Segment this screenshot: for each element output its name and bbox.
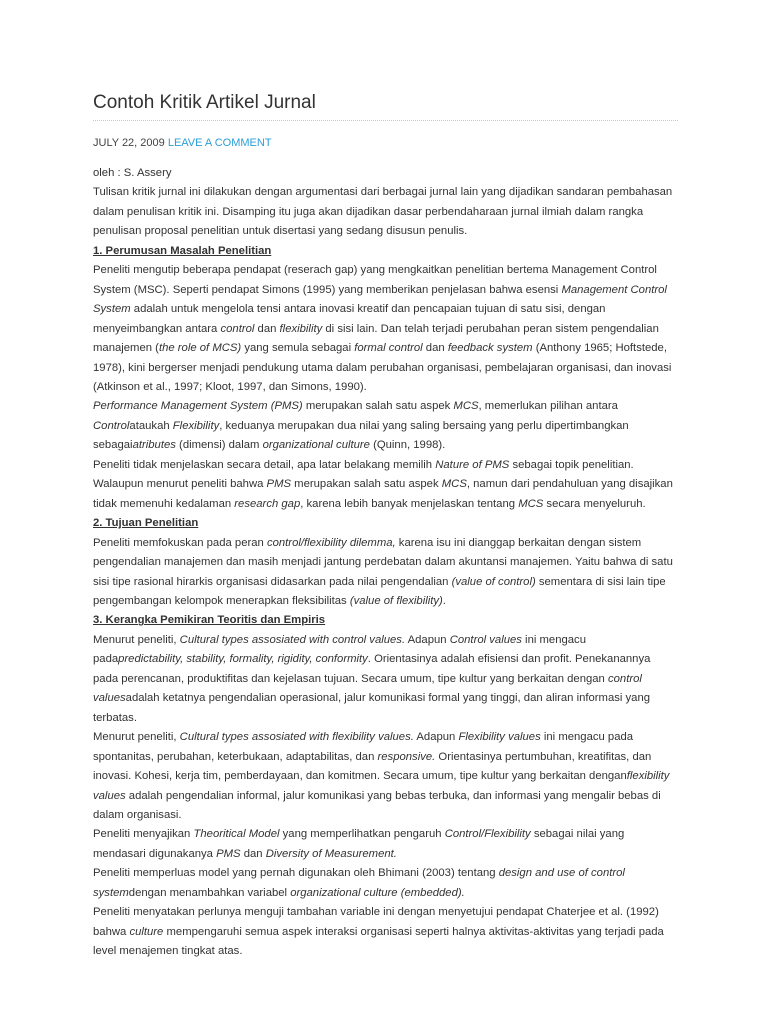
section-3-paragraph-3: Peneliti menyajikan Theoritical Model yang memperlihatkan pengaruh Control/Flexibility sebagai nilai yang mendasari digunakanya PMS dan Diversity of Measurement. bbox=[93, 828, 625, 860]
post-body bbox=[93, 164, 678, 962]
author-line: oleh : S. Assery bbox=[93, 167, 172, 179]
leave-comment-link[interactable]: LEAVE A COMMENT bbox=[167, 137, 272, 149]
post-meta bbox=[93, 137, 272, 149]
section-1-paragraph-2: Performance Management System (PMS) merupakan salah satu aspek MCS, memerlukan pilihan antara Controlataukah Flexibility, keduanya merupakan dua nilai yang saling bersaing yang perlu dipertimbangkan sebagaiatributes (dimensi) dalam organizational culture (Quinn, 1998). bbox=[93, 400, 629, 452]
section-heading-1: 1. Perumusan Masalah Penelitian bbox=[93, 244, 272, 257]
section-3-paragraph-2: Menurut peneliti, Cultural types assosiated with flexibility values. Adapun Flexibility values ini mengacu pada spontanitas, perubahan, keterbukaan, adaptabilitas, dan responsive. Orientasinya pertumbuhan, kreatifitas, dan inovasi. Kohesi, kerja tim, pemberdayaan, dan komitmen. Secara umum, tipe kultur yang berkaitan denganflexibility values adalah pengendalian informal, jalur komunikasi yang bebas terbuka, dan informasi yang mengalir bebas di dalam organisasi. bbox=[93, 731, 670, 821]
section-heading-2: 2. Tujuan Penelitian bbox=[93, 517, 199, 530]
intro-paragraph: Tulisan kritik jurnal ini dilakukan dengan argumentasi dari berbagai jurnal lain yang dijadikan sandaran pembahasan dalam penulisan kritik ini. Disamping itu juga akan dijadikan dasar perbendaharaan jurnal ilmiah dalam rangka penulisan proposal penelitian untuk disertasi yang sedang disusun penulis. bbox=[93, 186, 673, 238]
section-3-paragraph-4: Peneliti memperluas model yang pernah digunakan oleh Bhimani (2003) tentang design and use of control systemdengan menambahkan variabel organizational culture (embedded). bbox=[93, 867, 625, 899]
section-2-paragraph-1: Peneliti memfokuskan pada peran control/flexibility dilemma, karena isu ini dianggap berkaitan dengan sistem pengendalian manajemen dan masih menjadi jantung perdebatan dalam akuntansi manajemen. Yaitu bahwa di satu sisi tipe rasional hirarkis organisasi didasarkan pada nilai pengendalian (value of control) sementara di sisi lain tipe pengembangan kelompok menerapkan fleksibilitas (value of flexibility). bbox=[93, 536, 673, 607]
section-1-paragraph-1: Peneliti mengutip beberapa pendapat (reserach gap) yang mengkaitkan penelitian bertema Management Control System (MSC). Seperti pendapat Simons (1995) yang memberikan penjelasan bahwa esensi Management Control System adalah untuk mengelola tensi antara inovasi kreatif dan pencapaian tujuan di satu sisi, dengan menyeimbangkan antara control dan flexibility di sisi lain. Dan telah terjadi perubahan peran sistem pengendalian manajemen (the role of MCS) yang semula sebagai formal control dan feedback system (Anthony 1965; Hoftstede, 1978), kini bergerser menjadi pendukung utama dalam perubahan organisasi, pembelajaran organisasi, dan inovasi (Atkinson et al., 1997; Kloot, 1997, dan Simons, 1990). bbox=[93, 264, 672, 393]
section-1-paragraph-3: Peneliti tidak menjelaskan secara detail, apa latar belakang memilih Nature of PMS sebagai topik penelitian. Walaupun menurut peneliti bahwa PMS merupakan salah satu aspek MCS, namun dari pendahuluan yang disajikan tidak memenuhi kedalaman research gap, karena lebih banyak menjelaskan tentang MCS secara menyeluruh. bbox=[93, 458, 673, 510]
section-3-paragraph-1: Menurut peneliti, Cultural types assosiated with control values. Adapun Control values ini mengacu padapredictability, stability, formality, rigidity, conformity. Orientasinya adalah efisiensi dan profit. Penekanannya pada perencanan, produktifitas dan kejelasan tujuan. Secara umum, tipe kultur yang berkaitan dengan control valuesadalah ketatnya pengendalian operasional, jalur komunikasi formal yang tinggi, dan aliran informasi yang terbatas. bbox=[93, 633, 651, 724]
title-divider bbox=[93, 120, 678, 121]
section-heading-3: 3. Kerangka Pemikiran Teoritis dan Empiris bbox=[93, 614, 326, 627]
section-3-paragraph-5: Peneliti menyatakan perlunya menguji tambahan variable ini dengan menyetujui pendapat Chaterjee et al. (1992) bahwa culture mempengaruhi semua aspek interaksi organisasi seperti halnya aktivitas-aktivitas yang terjadi pada level menajemen tingkat atas. bbox=[93, 906, 664, 958]
post-title: Contoh Kritik Artikel Jurnal bbox=[93, 92, 316, 113]
post-date: JULY 22, 2009 bbox=[93, 137, 165, 149]
